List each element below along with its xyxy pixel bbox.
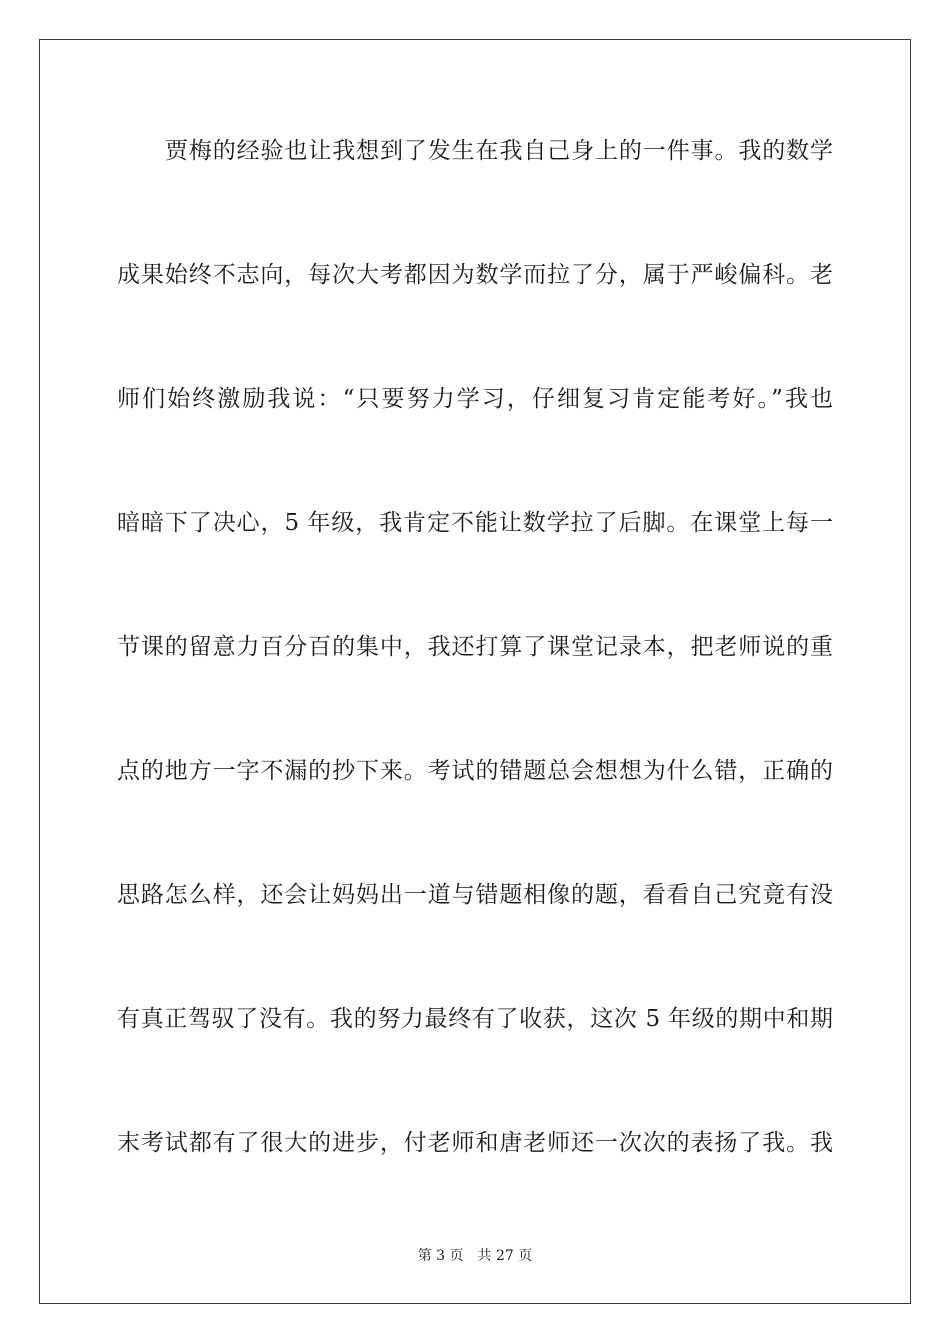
page-total: 共 27 页 [477,1248,533,1264]
page-footer [0,1247,950,1265]
paragraph-line-6: 点的地方一字不漏的抄下来。考试的错题总会想想为什么错，正确的 [117,758,833,784]
paragraph-line-3: 师们始终激励我说：“只要努力学习，仔细复习肯定能考好。”我也 [117,386,833,412]
paragraph-line-4: 暗暗下了决心，5 年级，我肯定不能让数学拉了后脚。在课堂上每一 [117,510,833,536]
page-border [39,39,911,1304]
paragraph-line-8: 有真正驾驭了没有。我的努力最终有了收获，这次 5 年级的期中和期 [117,1006,833,1032]
paragraph-line-1: 贾梅的经验也让我想到了发生在我自己身上的一件事。我的数学 [165,138,833,164]
paragraph-line-9: 末考试都有了很大的进步，付老师和唐老师还一次次的表扬了我。我 [117,1130,833,1156]
paragraph-line-5: 节课的留意力百分百的集中，我还打算了课堂记录本，把老师说的重 [117,634,833,660]
paragraph-line-7: 思路怎么样，还会让妈妈出一道与错题相像的题，看看自己究竟有没 [117,882,833,908]
page-number: 第 3 页 [417,1248,464,1264]
paragraph-line-2: 成果始终不志向，每次大考都因为数学而拉了分，属于严峻偏科。老 [117,262,833,288]
